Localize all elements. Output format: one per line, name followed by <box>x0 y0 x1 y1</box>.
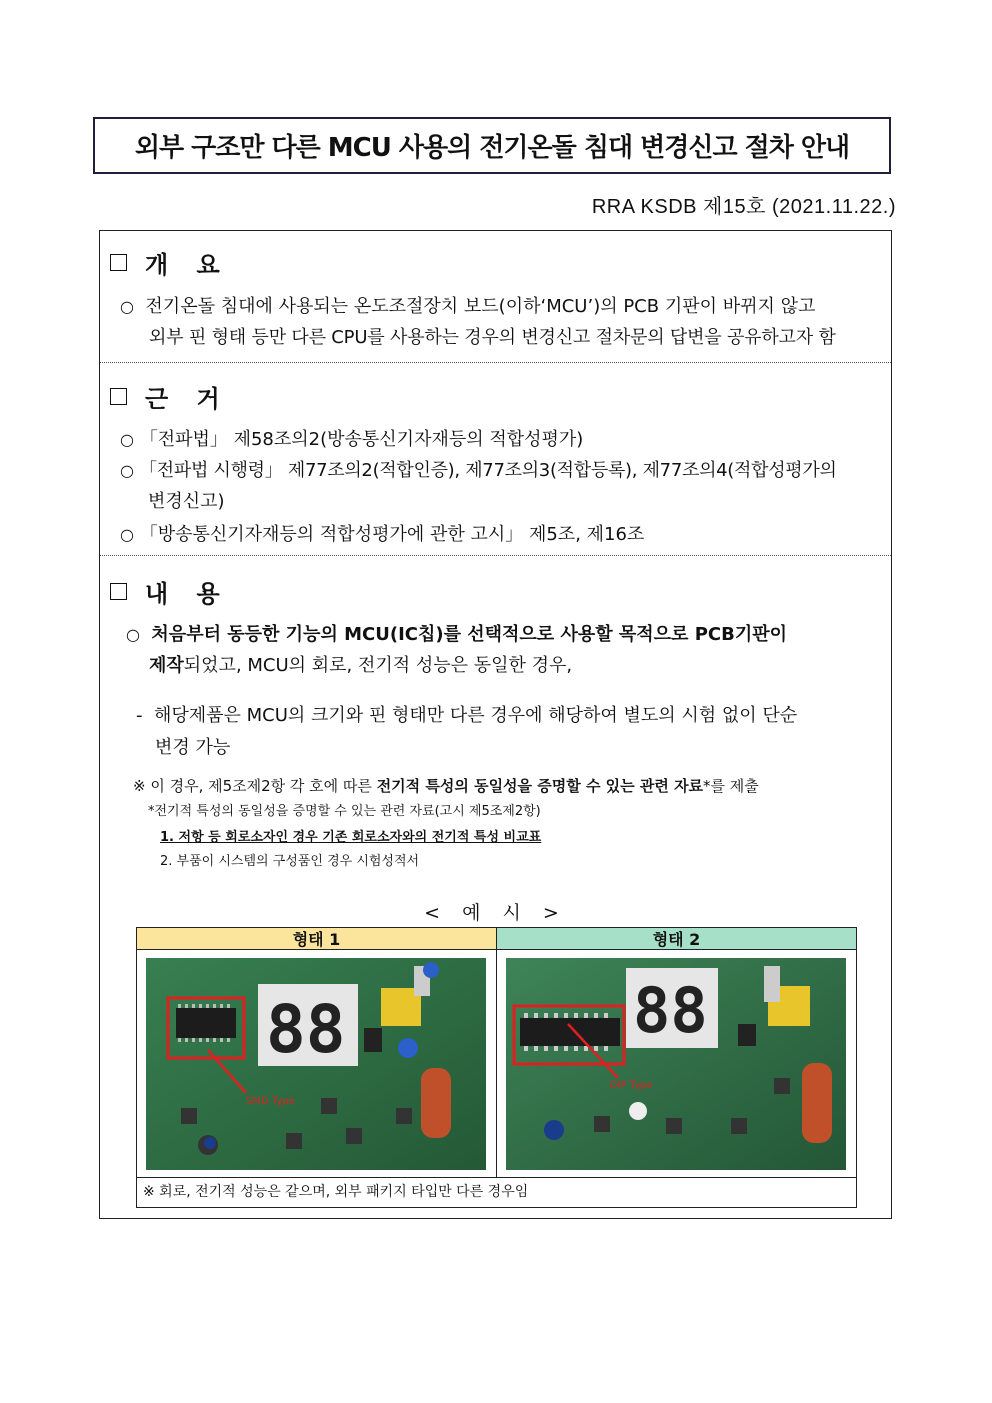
example-caption: ※ 회로, 전기적 성능은 같으며, 외부 패키지 타입만 다른 경우임 <box>143 1184 529 1200</box>
checkbox-square-icon <box>110 583 127 600</box>
footnote-item-2: 2. 부품이 시스템의 구성품인 경우 시험성적서 <box>160 854 420 869</box>
svg-text:DIP Type: DIP Type <box>610 1080 653 1091</box>
section-heading: 개 요 <box>110 245 230 280</box>
content-point-1: ○ 처음부터 동등한 기능의 MCU(IC칩)를 선택적으로 사용할 목적으로 PCB기판이 <box>126 624 787 645</box>
section-heading: 근 거 <box>110 379 230 414</box>
example-title: < 예 시 > <box>424 902 567 924</box>
svg-text:88: 88 <box>266 991 346 1068</box>
content-dash-1: - 해당제품은 MCU의 크기와 핀 형태만 다른 경우에 해당하여 별도의 시험 없이 단순 <box>136 705 798 726</box>
circle-bullet-icon: ○ <box>120 461 134 480</box>
title-box <box>93 117 891 174</box>
footnote: *전기적 특성의 동일성을 증명할 수 있는 관련 자료(고시 제5조제2항) <box>148 804 541 819</box>
section-basis <box>100 363 891 556</box>
section-overview <box>100 231 891 363</box>
section-heading: 내 용 <box>110 574 230 609</box>
image-cell-type-2 <box>497 950 856 1178</box>
image-cell-type-1 <box>137 950 497 1178</box>
basis-item-1: ○ 「전파법」 제58조의2(방송통신기자재등의 적합성평가) <box>120 429 584 450</box>
circle-bullet-icon: ○ <box>120 430 134 449</box>
page-title: 외부 구조만 다른 MCU 사용의 전기온돌 침대 변경신고 절차 안내 <box>134 133 850 163</box>
basis-item-3: ○ 「방송통신기자재등의 적합성평가에 관한 고시」 제5조, 제16조 <box>120 524 645 545</box>
example-table <box>136 927 857 1208</box>
circle-bullet-icon: ○ <box>120 525 134 544</box>
content-dash-1-cont: 변경 가능 <box>155 737 231 758</box>
checkbox-square-icon <box>110 388 127 405</box>
svg-text:88: 88 <box>633 974 708 1047</box>
content-frame <box>99 230 892 1219</box>
content-note: ※ 이 경우, 제5조제2항 각 호에 따른 전기적 특성의 동일성을 증명할 수 있는 관련 자료*를 제출 <box>133 777 759 795</box>
basis-item-2: ○ 「전파법 시행령」 제77조의2(적합인증), 제77조의3(적합등록), 제77조의4(적합성평가의 <box>120 460 837 481</box>
pcb-dip-photo <box>506 958 846 1170</box>
pcb-smd-photo <box>146 958 486 1170</box>
content-point-1-cont: 제작되었고, MCU의 회로, 전기적 성능은 동일한 경우, <box>149 655 573 676</box>
circle-bullet-icon: ○ <box>126 625 140 644</box>
footnote-item-1: 1. 저항 등 회로소자인 경우 기존 회로소자와의 전기적 특성 비교표 <box>160 830 542 845</box>
circle-bullet-icon: ○ <box>120 297 134 316</box>
header-type-2: 형태 2 <box>497 928 856 950</box>
checkbox-square-icon <box>110 254 127 271</box>
svg-text:SMD Type: SMD Type <box>246 1096 295 1107</box>
document-number: RRA KSDB 제15호 (2021.11.22.) <box>591 196 896 218</box>
overview-line-1: ○ 전기온돌 침대에 사용되는 온도조절장치 보드(이하‘MCU’)의 PCB 기판이 바뀌지 않고 <box>120 296 816 317</box>
basis-item-2-cont: 변경신고) <box>148 491 225 512</box>
overview-line-2: 외부 핀 형태 등만 다른 CPU를 사용하는 경우의 변경신고 절차문의 답변을 공유하고자 함 <box>149 327 836 348</box>
header-type-1: 형태 1 <box>137 928 497 950</box>
